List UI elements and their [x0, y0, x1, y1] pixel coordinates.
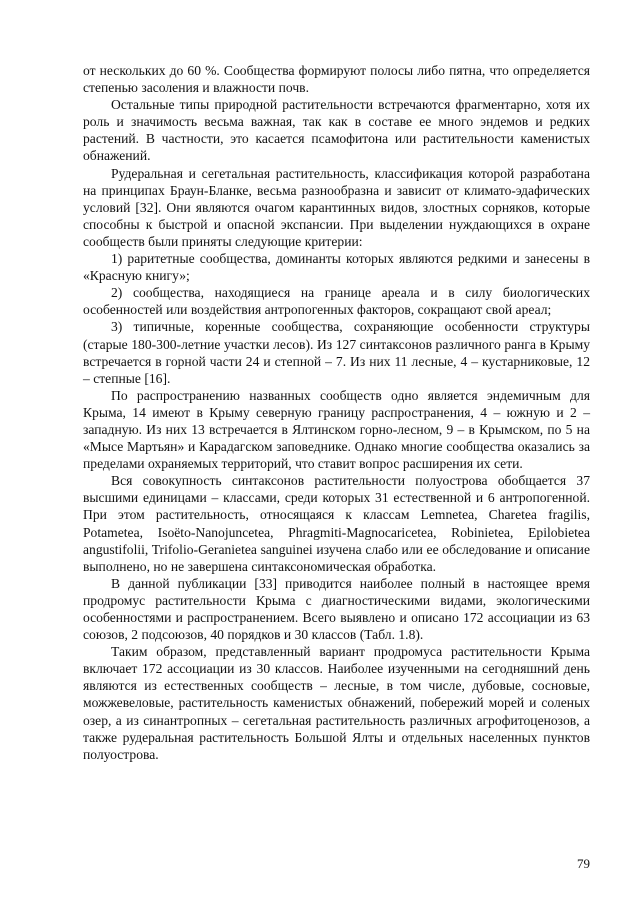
paragraph-classes: Вся совокупность синтаксонов растительности полуострова обобщается 37 высшими единицами – классами, среди которых 31 естественной и 6 антропогенной. При этом растительность, относящаяся к классам Lemnetea, Charetea fragilis, Potametea, Isoëto-Nanojuncetea, Phragmiti-Magnocaricetea, Robinietea, Epilobietea angustifolii, Trifolio-Geranietea sanguinei изучена слабо или ее обследование и описание выполнено, но не завершена синтаксономическая обработка.: [83, 473, 590, 574]
paragraph-continuation: от нескольких до 60 %. Сообщества формируют полосы либо пятна, что определяется степенью засоления и влажности почв.: [83, 63, 590, 96]
criterion-3: 3) типичные, коренные сообщества, сохраняющие особенности структуры (старые 180-300-летние участки лесов). Из 127 синтаксонов различного ранга в Крыму встречается в горной части 24 и степной – 7. Из них 11 лесные, 4 – кустарниковые, 12 – степные [16].: [83, 319, 590, 386]
paragraph-ruderal-vegetation: Рудеральная и сегетальная растительность, классификация которой разработана на принципах Браун-Бланке, весьма разнообразна и зависит от климато-эдафических условий [32]. Они являются очагом карантинных видов, злостных сорняков, которые способны к быстрой и опасной экспансии. При выделении нуждающихся в охране сообществ были приняты следующие критерии:: [83, 165, 590, 249]
body-text: [83, 62, 590, 763]
paragraph-prodromus: В данной публикации [33] приводится наиболее полный в настоящее время продромус растительности Крыма с диагностическими видами, экологическими особенностями и распространением. Всего выявлено и описано 172 ассоциации из 63 союзов, 2 подсоюзов, 40 порядков и 30 классов (Табл. 1.8).: [83, 575, 590, 643]
paragraph-conclusion: Таким образом, представленный вариант продромуса растительности Крыма включает 172 ассоциации из 30 классов. Наиболее изученными на сегодняшний день являются из естественных сообществ – лесные, в том числе, дубовые, сосновые, можжевеловые, растительность каменистых обнажений, побережий морей и соленых озер, а из синантропных – сегетальная растительность различных агрофитоценозов, а также рудеральная растительность Большой Ялты и отдельных населенных пунктов полуострова.: [83, 644, 590, 762]
criterion-1: 1) раритетные сообщества, доминанты которых являются редкими и занесены в «Красную книгу»;: [83, 251, 590, 284]
paragraph-fragmentary-types: Остальные типы природной растительности встречаются фрагментарно, хотя их роль и значимость весьма важная, так как в составе ее много эндемов и редких растений. В частности, это касается псамофитона или растительности каменистых обнажений.: [83, 97, 590, 164]
criterion-2: 2) сообщества, находящиеся на границе ареала и в силу биологических особенностей или воздействия антропогенных факторов, сокращают свой ареал;: [83, 285, 590, 318]
paragraph-distribution: По распространению названных сообществ одно является эндемичным для Крыма, 14 имеют в Крыму северную границу распространения, 4 – южную и 2 – западную. Из них 13 встречается в Ялтинском горно-лесном, 9 – в Крымском, по 5 на «Мысе Мартьян» и Карадагском заповеднике. Однако многие сообщества оказались за пределами охраняемых территорий, что ставит вопрос расширения их сети.: [83, 387, 590, 472]
page-number: 79: [577, 856, 590, 871]
